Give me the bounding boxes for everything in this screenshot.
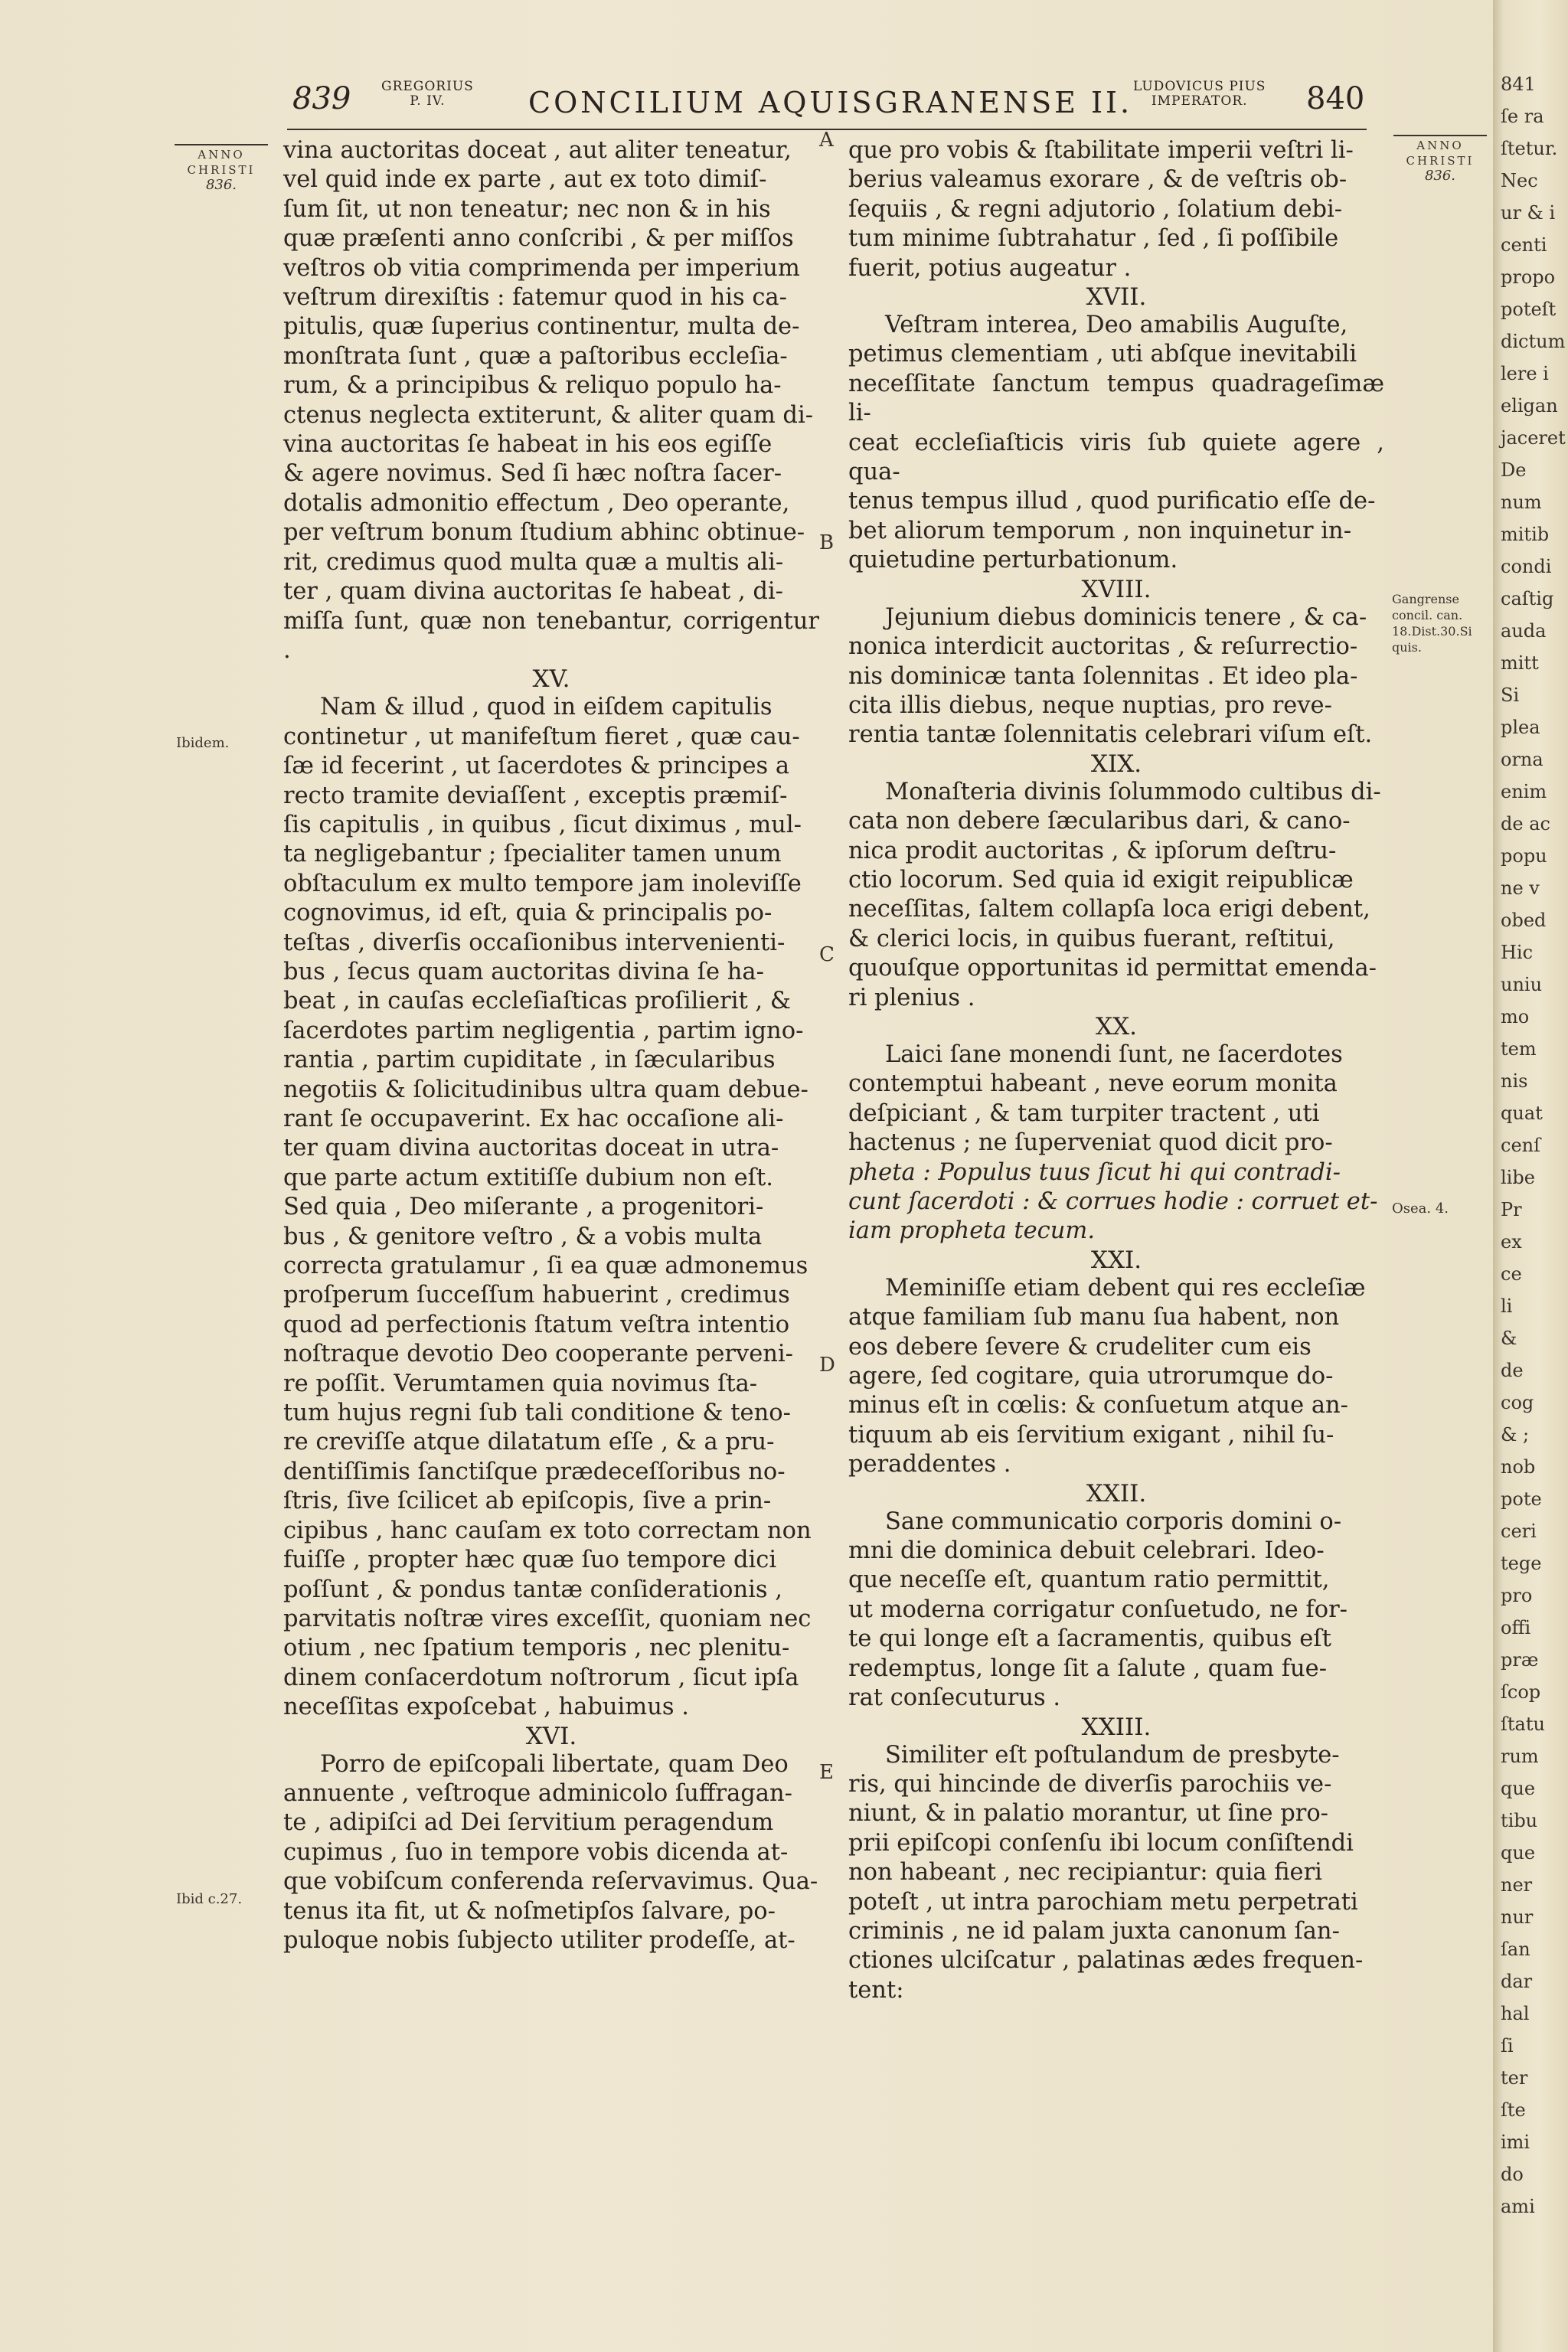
text-line: quietudine perturbationum.: [848, 547, 1178, 574]
text-line: ſum ſit, ut non teneatur; nec non & in his: [283, 195, 771, 223]
text-line: minus eſt in cœlis: & conſuetum atque an-: [848, 1392, 1348, 1419]
text-line: peraddentes .: [848, 1451, 1011, 1478]
text-line: continetur , ut manifeſtum fieret , quæ cau-: [283, 723, 800, 750]
text-line: prii epiſcopi conſenſu ibi locum conſiſtendi: [848, 1829, 1354, 1857]
text-line: Sed quia , Deo miſerante , a progenitori-: [283, 1194, 764, 1221]
next-page-fragment: ſcop: [1501, 1681, 1541, 1703]
text-line: nonica interdicit auctoritas , & reſurrectio-: [848, 633, 1358, 661]
text-line: otium , nec ſpatium temporis , nec plenitu-: [283, 1635, 790, 1662]
paragraph: [848, 311, 1384, 576]
text-line: dinem conſacerdotum noſtrorum , ſicut ipſa: [283, 1664, 799, 1691]
text-line: rantia , partim cupiditate , in ſæcularibus: [283, 1047, 776, 1074]
text-line: rum, & a principibus & reliquo populo ha-: [283, 372, 782, 400]
text-line: quod ad perfectionis ſtatum veſtra intentio: [283, 1311, 790, 1338]
text-line: rant ſe occupaverint. Ex hac occaſione ali-: [283, 1106, 784, 1132]
next-page-fragment: que: [1501, 1842, 1536, 1864]
next-page-fragment: orna: [1501, 749, 1544, 770]
text-line: dentiſſimis ſanctiſque prædeceſſoribus no-: [283, 1458, 786, 1485]
text-line: puloque nobis ſubjecto utiliter prodeſſe, at-: [283, 1926, 795, 1954]
text-line: neceſſitas expoſcebat , habuimus .: [283, 1694, 689, 1721]
text-line: poteſt , ut intra parochiam metu perpetrati: [848, 1888, 1358, 1916]
next-page-fragment: ce: [1501, 1263, 1522, 1285]
next-page-fragment: lere i: [1501, 363, 1549, 384]
text-line: pheta : Populus tuus ſicut hi qui contradi-: [848, 1158, 1341, 1186]
next-page-fragment: Pr: [1501, 1199, 1522, 1220]
text-line: bet aliorum temporum , non inquinetur in-: [848, 517, 1352, 544]
next-page-fragment: tege: [1501, 1553, 1542, 1574]
next-page-fragment: nob: [1501, 1456, 1536, 1478]
text-line: cognovimus, id eſt, quia & principalis po-: [283, 900, 773, 927]
text-line: que vobiſcum conferenda reſervavimus. Qua-: [283, 1868, 818, 1896]
text-line: tum hujus regni ſub tali conditione & teno-: [283, 1400, 791, 1427]
text-line: bus , & genitore veſtro , & a vobis multa: [283, 1223, 763, 1250]
header-emperor: LUDOVICUS PIUS IMPERATOR.: [1133, 79, 1266, 109]
section-number: XX.: [1096, 1012, 1137, 1040]
text-line: miſſa ſunt, quæ non tenebantur, corrigentur .: [283, 607, 819, 664]
next-page-fragment: propo: [1501, 266, 1556, 288]
paragraph: [283, 693, 819, 1722]
text-line: quæ præſenti anno conſcribi , & per miſſos: [283, 225, 794, 253]
text-line: hactenus ; ne ſuperveniat quod dicit pro-: [848, 1129, 1333, 1157]
text-line: re poſſit. Verumtamen quia novimus ſta-: [283, 1370, 758, 1397]
text-line: parvitatis noſtræ vires exceſſit, quoniam nec: [283, 1605, 812, 1632]
next-page-fragment: num: [1501, 492, 1542, 513]
text-line: Jejunium diebus dominicis tenere , & ca-: [885, 603, 1367, 631]
paragraph: [848, 1040, 1384, 1246]
section-number: XVII.: [1086, 283, 1147, 312]
section-number: XVIII.: [1081, 575, 1152, 603]
section-letter-b: B: [819, 531, 835, 554]
page-number-right: 840: [1306, 81, 1365, 116]
text-line: & clerici locis, in quibus fuerant, reſtitui,: [848, 925, 1335, 952]
margin-note-gangrense: Gangrense concil. can. 18.Dist.30.Si quis.: [1392, 592, 1472, 655]
text-line: neceſſitate ſanctum tempus quadrageſimæ li-: [848, 370, 1384, 427]
next-page-fragment: dictum: [1501, 331, 1566, 352]
text-line: cita illis diebus, neque nuptias, pro reve-: [848, 691, 1332, 719]
text-line: eos debere ſevere & crudeliter cum eis: [848, 1333, 1312, 1361]
text-line: fuerit, potius augeatur .: [848, 254, 1132, 282]
next-page-fragment: ſi: [1501, 2035, 1514, 2056]
next-page-fragment: tem: [1501, 1038, 1537, 1060]
text-line: correcta gratulamur , ſi ea quæ admonemus: [283, 1253, 808, 1280]
margin-note-ibid-c27: Ibid c.27.: [176, 1891, 243, 1907]
text-line: negotiis & ſolicitudinibus ultra quam debue-: [283, 1076, 808, 1103]
next-page-fragment: obed: [1501, 910, 1547, 931]
text-line: Similiter eſt poſtulandum de presbyte-: [885, 1741, 1340, 1769]
text-line: petimus clementiam , uti abſque inevitabili: [848, 341, 1357, 368]
next-page-fragment: ami: [1501, 2196, 1535, 2217]
page-number-left: 839: [292, 81, 351, 116]
text-line: teſtas , diverſis occaſionibus intervenienti-: [283, 929, 786, 956]
next-page-fragment: Nec: [1501, 170, 1538, 191]
text-line: tum minime ſubtrahatur , ſed , ſi poſſibile: [848, 225, 1339, 253]
text-line: neceſſitas, ſaltem collapſa loca erigi debent,: [848, 896, 1370, 923]
next-page-fragment: condi: [1501, 556, 1552, 577]
next-page-fragment: que: [1501, 1778, 1536, 1799]
text-line: berius valeamus exorare , & de veſtris ob-: [848, 166, 1348, 194]
next-page-fragment: centi: [1501, 234, 1547, 256]
section-number: XIX.: [1090, 750, 1142, 778]
next-page-fragment: cenſ: [1501, 1135, 1540, 1156]
next-page-fragment: mitib: [1501, 524, 1550, 545]
next-page-fragment: hal: [1501, 2003, 1530, 2024]
text-line: vina auctoritas doceat , aut aliter teneatur,: [283, 137, 792, 164]
next-page-fragment: jaceret: [1501, 427, 1566, 449]
text-line: dotalis admonitio effectum , Deo operante,: [283, 489, 790, 517]
left-text-column: [283, 136, 819, 1955]
next-page-fragment: ne v: [1501, 877, 1540, 899]
margin-note-ibidem: Ibidem.: [176, 735, 230, 751]
text-line: fuiſſe , propter hæc quæ ſuo tempore dici: [283, 1547, 777, 1574]
text-line: deſpiciant , & tam turpiter tractent , uti: [848, 1099, 1320, 1127]
section-number: XVI.: [525, 1722, 577, 1750]
next-page-fragment: mo: [1501, 1006, 1530, 1027]
text-line: veſtrum direxiſtis : fatemur quod in his ca-: [283, 284, 787, 312]
text-line: agere, ſed cogitare, quia utrorumque do-: [848, 1363, 1334, 1390]
next-page-fragment: offi: [1501, 1617, 1531, 1638]
next-page-fragment: De: [1501, 459, 1527, 481]
text-line: criminis , ne id palam juxta canonum ſan-: [848, 1917, 1340, 1945]
text-line: rit, credimus quod multa quæ a multis ali-: [283, 548, 784, 576]
text-line: ſæ id fecerint , ut ſacerdotes & principes a: [283, 753, 790, 780]
section-number: XXI.: [1090, 1246, 1142, 1274]
paragraph: [848, 1274, 1384, 1480]
text-line: Sane communicatio corporis domini o-: [885, 1508, 1342, 1535]
next-page-fragment: pro: [1501, 1585, 1533, 1606]
next-page-fragment: 841: [1501, 74, 1536, 95]
next-page-fragment: enim: [1501, 781, 1547, 802]
text-line: monſtrata ſunt , quæ a paſtoribus eccleſia-: [283, 342, 788, 370]
text-line: ctenus neglecta extiterunt, & aliter quam di-: [283, 401, 814, 429]
text-line: per veſtrum bonum ſtudium abhinc obtinue-: [283, 519, 805, 547]
next-page-fragment: popu: [1501, 845, 1547, 867]
text-line: rat conſecuturus .: [848, 1684, 1061, 1712]
text-line: Porro de epiſcopali libertate, quam Deo: [320, 1750, 789, 1778]
text-line: proſperum ſucceſſum habuerint , credimus: [283, 1282, 790, 1309]
next-page-fragment: & ;: [1501, 1424, 1530, 1446]
next-page-fragment: quat: [1501, 1102, 1543, 1124]
margin-note-osea: Osea. 4.: [1392, 1200, 1449, 1217]
text-line: contemptui habeant , neve eorum monita: [848, 1070, 1338, 1098]
text-line: tiquum ab eis ſervitium exigant , nihil ſu-: [848, 1421, 1334, 1449]
next-page-fragment: ſtatu: [1501, 1713, 1545, 1735]
next-page-fragment: uniu: [1501, 974, 1543, 995]
text-line: recto tramite deviaſſent , exceptis præmiſ-: [283, 782, 788, 809]
next-page-fragment: &: [1501, 1328, 1517, 1349]
text-line: ſacerdotes partim negligentia , partim igno-: [283, 1017, 804, 1044]
anno-christi-right: ANNO CHRISTI 836.: [1393, 135, 1487, 184]
text-line: & agere novimus. Sed ſi hæc noſtra ſacer-: [283, 460, 782, 488]
next-page-fragment: præ: [1501, 1649, 1539, 1671]
text-line: rentia tantæ ſolennitatis celebrari viſum eſt.: [848, 721, 1373, 749]
next-page-fragment: ter: [1501, 2067, 1528, 2089]
header-title: CONCILIUM AQUISGRANENSE II.: [528, 86, 1133, 119]
text-line: tent:: [848, 1976, 904, 2004]
next-page-fragment: ex: [1501, 1231, 1522, 1253]
text-line: tenus ita fit, ut & noſmetipſos ſalvare, po-: [283, 1897, 776, 1925]
text-line: redemptus, longe ſit a ſalute , quam fue-: [848, 1655, 1328, 1682]
text-line: Monaſteria divinis ſolummodo cultibus di-: [885, 778, 1381, 805]
text-line: non habeant , nec recipiantur: quia fieri: [848, 1859, 1322, 1886]
text-line: que parte actum extitiſſe dubium non eſt.: [283, 1164, 773, 1191]
anno-christi-left: ANNO CHRISTI 836.: [175, 144, 268, 193]
next-page-fragment: rum: [1501, 1746, 1539, 1767]
next-page-fragment: Hic: [1501, 942, 1534, 963]
text-line: iam propheta tecum.: [848, 1217, 1096, 1245]
text-line: vina auctoritas ſe habeat in his eos egiſſe: [283, 431, 773, 459]
next-page-fragment: tibu: [1501, 1810, 1538, 1831]
text-line: tenus tempus illud , quod purificatio eſſe de-: [848, 488, 1376, 515]
next-page-fragment: pote: [1501, 1488, 1542, 1510]
text-line: pitulis, quæ ſuperius continentur, multa de-: [283, 313, 800, 341]
text-line: ut moderna corrigatur conſuetudo, ne for-: [848, 1596, 1348, 1623]
next-page-fragment: nis: [1501, 1070, 1528, 1092]
next-page-fragment: ſte: [1501, 2099, 1526, 2121]
text-line: te qui longe eſt a ſacramentis, quibus eſt: [848, 1625, 1331, 1653]
next-page-fragment: cog: [1501, 1392, 1534, 1413]
text-line: ſtris, ſive ſcilicet ab epiſcopis, ſive a prin-: [283, 1488, 772, 1515]
text-line: obſtaculum ex multo tempore jam inoleviſſe: [283, 870, 802, 897]
text-line: ris, qui hincinde de diverſis parochiis ve-: [848, 1770, 1332, 1798]
text-line: ctiones ulciſcatur , palatinas ædes frequen-: [848, 1947, 1364, 1975]
text-line: cupimus , ſuo in tempore vobis dicenda at-: [283, 1838, 789, 1866]
paragraph: [848, 778, 1384, 1013]
next-page-fragment: ſe ra: [1501, 106, 1544, 127]
text-line: ſequiis , & regni adjutorio , ſolatium debi-: [848, 195, 1343, 223]
next-page-fragment: ſtetur.: [1501, 138, 1558, 159]
next-page-fragment: libe: [1501, 1167, 1535, 1188]
text-line: mni die dominica debuit celebrari. Ideo-: [848, 1537, 1325, 1565]
section-number: XXII.: [1086, 1479, 1147, 1508]
next-page-fragment: auda: [1501, 620, 1547, 642]
text-line: poſſunt , & pondus tantæ conſiderationis ,: [283, 1576, 782, 1603]
section-letter-a: A: [819, 129, 834, 152]
text-line: que neceſſe eſt, quantum ratio permittit,: [848, 1566, 1330, 1594]
text-line: que pro vobis & ſtabilitate imperii veſtri li-: [848, 137, 1354, 164]
section-letter-e: E: [819, 1761, 834, 1784]
text-line: Laici ſane monendi ſunt, ne ſacerdotes: [885, 1040, 1343, 1068]
text-line: Nam & illud , quod in eiſdem capitulis: [320, 694, 773, 721]
text-line: ter quam divina auctoritas doceat in utra-: [283, 1135, 779, 1162]
paragraph: [848, 1741, 1384, 2006]
paragraph: [283, 1750, 819, 1956]
text-line: beat , in cauſas eccleſiaſticas proſilierit , &: [283, 988, 791, 1015]
next-page-fragment: poteſt: [1501, 299, 1557, 320]
next-page-fragment: de: [1501, 1360, 1524, 1381]
running-header: [0, 75, 1493, 129]
text-line: ſis capitulis , in quibus , ſicut diximus , mul-: [283, 811, 802, 838]
text-line: Veſtram interea, Deo amabilis Auguſte,: [885, 312, 1348, 339]
next-page-fragment: ſan: [1501, 1939, 1530, 1960]
paragraph: [848, 136, 1384, 283]
text-line: cipibus , hanc cauſam ex toto correctam non: [283, 1517, 812, 1544]
section-number: XV.: [532, 665, 570, 694]
next-page-fragment: ner: [1501, 1874, 1533, 1896]
text-line: ctio locorum. Sed quia id exigit reipublicæ: [848, 866, 1354, 893]
next-page-fragment: Si: [1501, 684, 1520, 706]
header-author: GREGORIUS P. IV.: [381, 79, 474, 109]
text-line: ri plenius .: [848, 984, 975, 1011]
next-page-edge: [1493, 0, 1568, 2352]
text-line: ta negligebantur ; ſpecialiter tamen unum: [283, 841, 782, 868]
paragraph: [283, 136, 819, 665]
next-page-fragment: li: [1501, 1295, 1513, 1317]
text-line: cunt ſacerdoti : & corrues hodie : corruet et-: [848, 1188, 1378, 1215]
next-page-fragment: do: [1501, 2164, 1524, 2185]
paragraph: [848, 603, 1384, 750]
next-page-fragment: ceri: [1501, 1521, 1537, 1542]
text-line: ter , quam divina auctoritas ſe habeat , di-: [283, 578, 783, 606]
next-page-fragment: caſtig: [1501, 588, 1554, 609]
text-line: bus , ſecus quam auctoritas divina ſe ha-: [283, 958, 764, 985]
text-line: noſtraque devotio Deo cooperante perveni-: [283, 1341, 793, 1368]
text-line: quouſque opportunitas id permittat emenda-: [848, 955, 1377, 982]
next-page-fragment: mitt: [1501, 652, 1539, 674]
section-letter-c: C: [819, 943, 835, 966]
paragraph: [848, 1508, 1384, 1713]
text-line: cata non debere ſæcularibus dari, & cano-: [848, 808, 1351, 835]
text-line: ceat eccleſiaſticis viris ſub quiete agere , qua-: [848, 429, 1384, 486]
next-page-fragment: ur & i: [1501, 202, 1556, 224]
next-page-fragment: imi: [1501, 2132, 1530, 2153]
next-page-fragment: plea: [1501, 717, 1540, 738]
section-letter-d: D: [819, 1354, 835, 1377]
next-page-fragment: nur: [1501, 1906, 1534, 1928]
text-line: annuente , veſtroque adminicolo ſuffragan-: [283, 1779, 792, 1807]
text-line: veſtros ob vitia comprimenda per imperium: [283, 254, 800, 282]
text-line: re creviſſe atque dilatatum eſſe , & a pru-: [283, 1429, 775, 1456]
text-line: atque familiam ſub manu ſua habent, non: [848, 1304, 1340, 1331]
section-number: XXIII.: [1081, 1713, 1152, 1741]
right-text-column: [848, 136, 1384, 2005]
next-page-fragment: dar: [1501, 1971, 1533, 1992]
text-line: Meminiſſe etiam debent qui res eccleſiæ: [885, 1274, 1366, 1302]
text-line: te , adipiſci ad Dei ſervitium peragendum: [283, 1809, 774, 1837]
next-page-fragment: eligan: [1501, 395, 1558, 416]
text-line: vel quid inde ex parte , aut ex toto dimiſ-: [283, 166, 767, 194]
text-line: niunt, & in palatio morantur, ut ſine pro-: [848, 1800, 1328, 1828]
next-page-fragment: de ac: [1501, 813, 1550, 835]
text-line: nica prodit auctoritas , & ipſorum deſtru-: [848, 837, 1337, 864]
text-line: nis dominicæ tanta ſolennitas . Et ideo pla-: [848, 662, 1358, 690]
